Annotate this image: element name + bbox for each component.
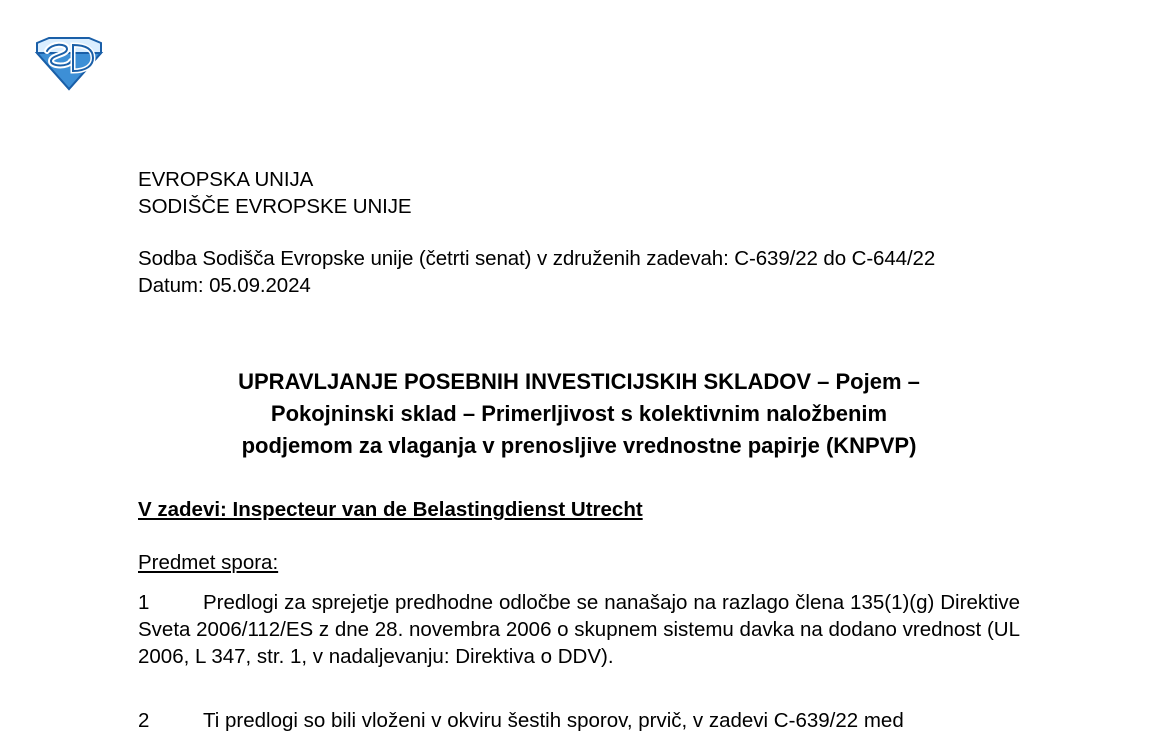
paragraph-1 xyxy=(138,589,1020,670)
judgment-date: Datum: 05.09.2024 xyxy=(138,274,311,297)
judgment-reference: Sodba Sodišča Evropske unije (četrti senat) v združenih zadevah: C-639/22 do C-644/22 xyxy=(138,247,936,270)
judgment-meta xyxy=(138,245,1020,299)
case-heading: V zadevi: Inspecteur van de Belastingdienst Utrecht xyxy=(138,498,643,521)
paragraph-text: Ti predlogi so bili vloženi v okviru šestih sporov, prvič, v zadevi C-639/22 med xyxy=(203,709,904,732)
subject-heading: Predmet spora: xyxy=(138,551,279,574)
paragraph-number: 1 xyxy=(138,591,150,614)
paragraph-number: 2 xyxy=(138,709,150,732)
title-line-2: Pokojninski sklad – Primerljivost s kolektivnim naložbenim xyxy=(270,401,888,426)
header-union: EVROPSKA UNIJA xyxy=(138,168,314,191)
title-line-3: podjemom za vlaganja v prenosljive vrednostne papirje (KNPVP) xyxy=(241,433,917,458)
title-line-1: UPRAVLJANJE POSEBNIH INVESTICIJSKIH SKLADOV – Pojem – xyxy=(238,369,920,394)
court-logo-icon xyxy=(33,37,105,91)
paragraph-2 xyxy=(138,707,1020,734)
paragraph-text: Predlogi za sprejetje predhodne odločbe se nanašajo na razlago člena 135(1)(g) Direktive Sveta 2006/112/ES z dne 28. novembra 2006 o skupnem sistemu davka na dodano vrednost (UL 2006, L 347, str. 1, v nadaljevanju: Direktiva o DDV). xyxy=(138,591,1020,668)
document-title xyxy=(138,366,1020,462)
header-court: SODIŠČE EVROPSKE UNIJE xyxy=(138,195,412,218)
court-header xyxy=(138,166,1020,220)
